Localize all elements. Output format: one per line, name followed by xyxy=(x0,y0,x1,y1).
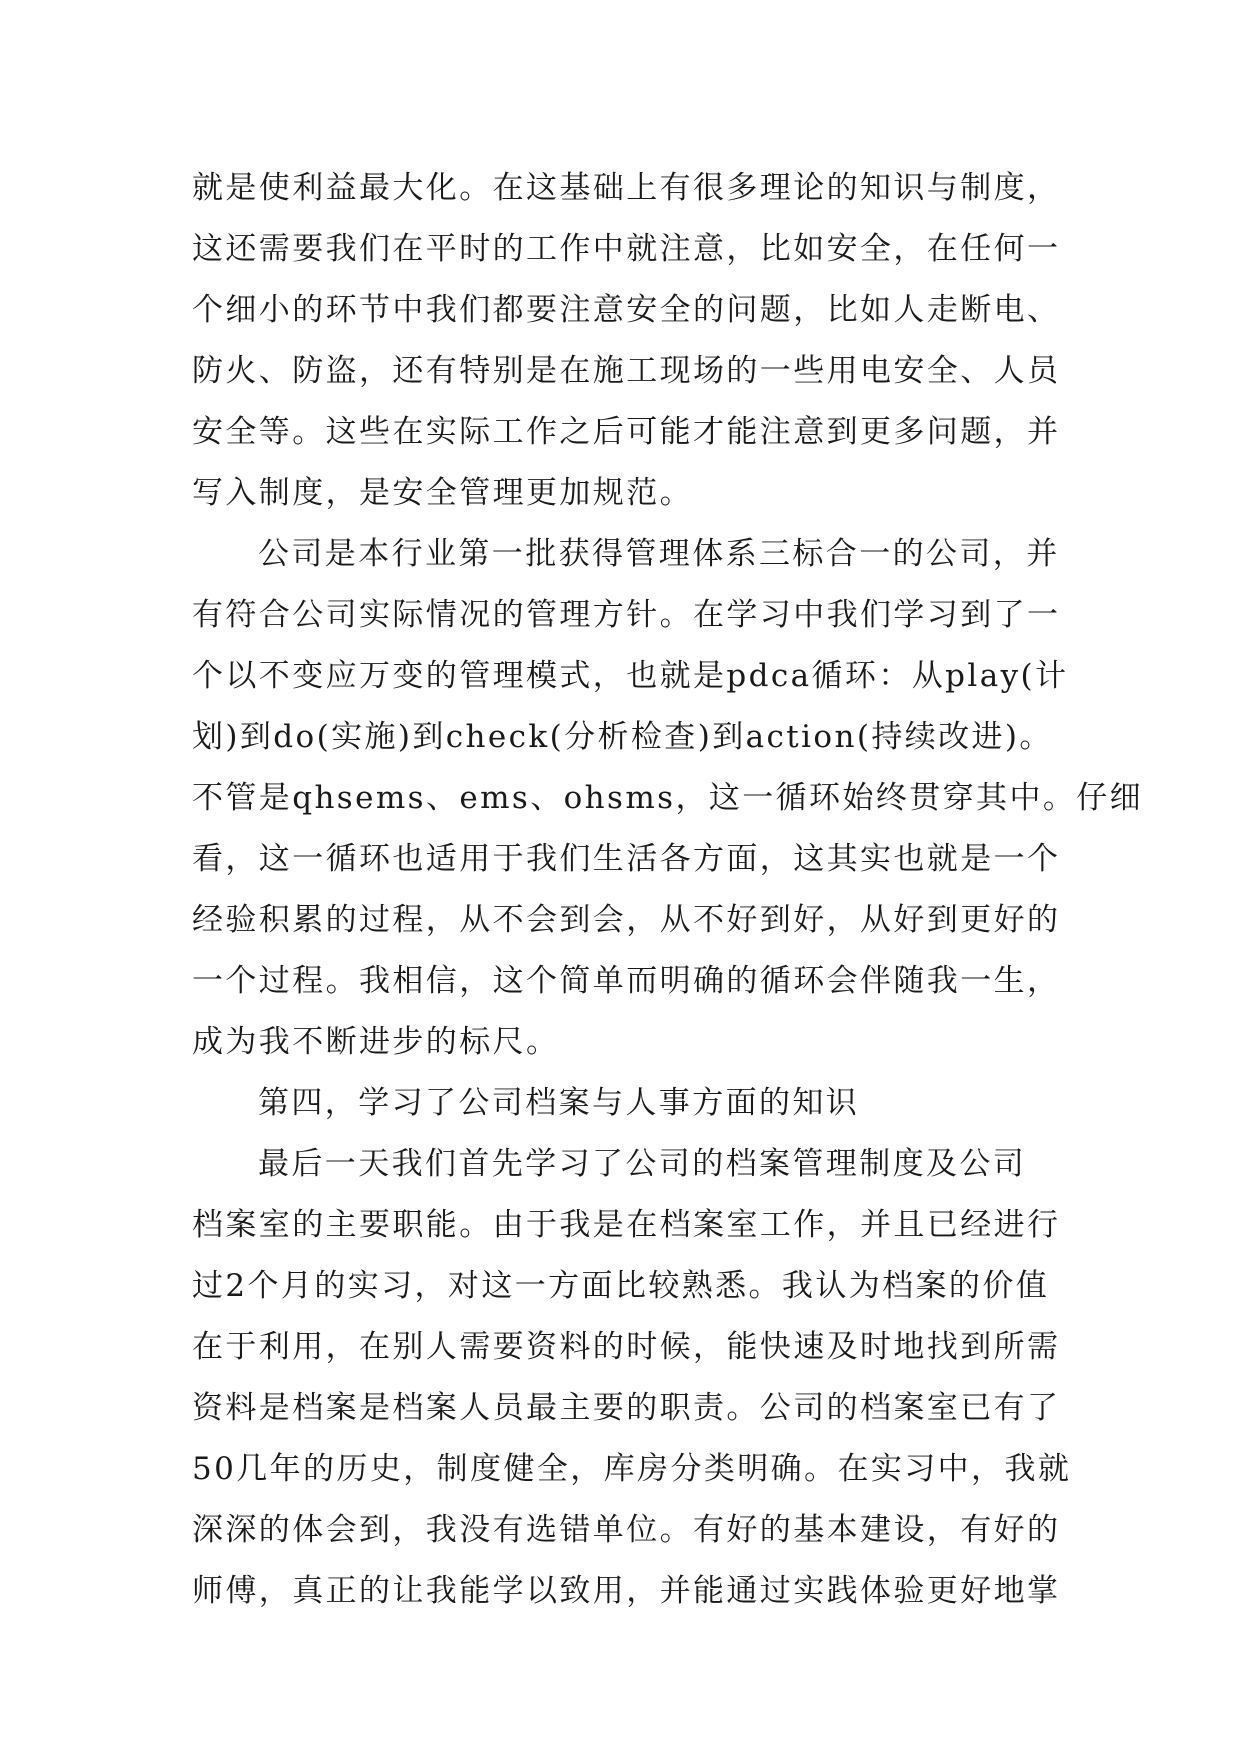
text-line: 看，这一循环也适用于我们生活各方面，这其实也就是一个 xyxy=(192,841,1061,877)
text-line: 安全等。这些在实际工作之后可能才能注意到更多问题，并 xyxy=(192,414,1061,450)
text-line: 经验积累的过程，从不会到会，从不好到好，从好到更好的 xyxy=(192,902,1061,938)
text-line: 有符合公司实际情况的管理方针。在学习中我们学习到了一 xyxy=(192,597,1061,633)
text-line: 师傅，真正的让我能学以致用，并能通过实践体验更好地掌 xyxy=(192,1573,1061,1609)
text-line: 就是使利益最大化。在这基础上有很多理论的知识与制度， xyxy=(192,170,1061,206)
text-line: 最后一天我们首先学习了公司的档案管理制度及公司 xyxy=(258,1146,1027,1182)
text-line: 成为我不断进步的标尺。 xyxy=(192,1024,560,1060)
text-line: 划)到do(实施)到check(分析检查)到action(持续改进)。 xyxy=(192,719,1053,755)
text-line: 50几年的历史，制度健全，库房分类明确。在实习中，我就 xyxy=(192,1451,1072,1487)
text-line: 第四，学习了公司档案与人事方面的知识 xyxy=(258,1085,860,1121)
text-line: 个细小的环节中我们都要注意安全的问题，比如人走断电、 xyxy=(192,292,1061,328)
text-line: 防火、防盗，还有特别是在施工现场的一些用电安全、人员 xyxy=(192,353,1061,389)
text-line: 在于利用，在别人需要资料的时候，能快速及时地找到所需 xyxy=(192,1329,1061,1365)
text-line: 深深的体会到，我没有选错单位。有好的基本建设，有好的 xyxy=(192,1512,1061,1548)
text-line: 不管是qhsems、ems、ohsms，这一循环始终贯穿其中。仔细 xyxy=(192,780,1144,816)
text-line: 个以不变应万变的管理模式，也就是pdca循环：从play(计 xyxy=(192,658,1069,694)
body-text xyxy=(192,158,1144,1622)
text-line: 公司是本行业第一批获得管理体系三标合一的公司，并 xyxy=(258,536,1060,572)
text-line: 资料是档案是档案人员最主要的职责。公司的档案室已有了 xyxy=(192,1390,1061,1426)
text-line: 这还需要我们在平时的工作中就注意，比如安全，在任何一 xyxy=(192,231,1061,267)
text-line: 过2个月的实习，对这一方面比较熟悉。我认为档案的价值 xyxy=(192,1268,1050,1304)
text-line: 档案室的主要职能。由于我是在档案室工作，并且已经进行 xyxy=(192,1207,1061,1243)
text-line: 一个过程。我相信，这个简单而明确的循环会伴随我一生， xyxy=(192,963,1061,999)
text-line: 写入制度，是安全管理更加规范。 xyxy=(192,475,693,511)
